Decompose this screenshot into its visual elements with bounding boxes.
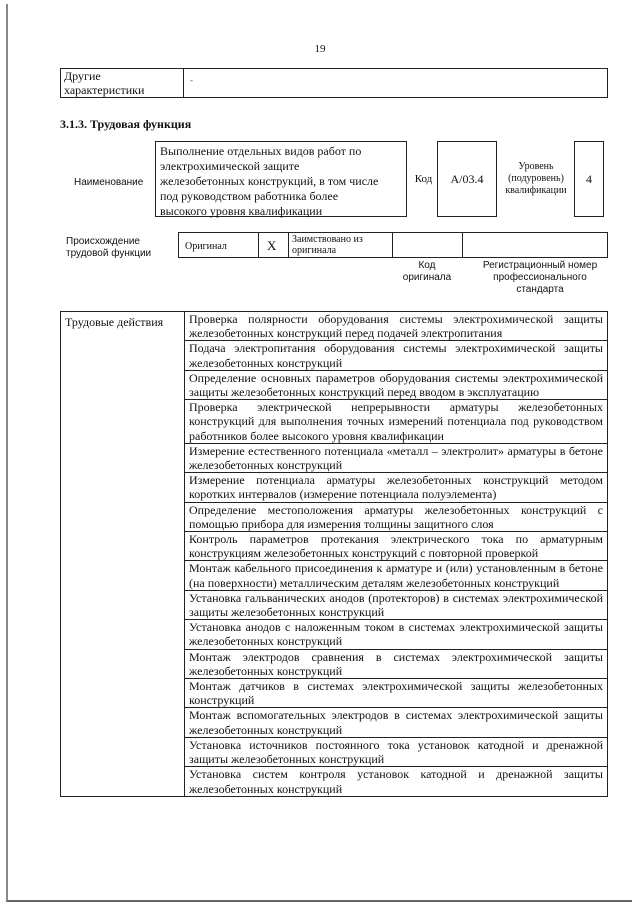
function-name-line: высокого уровня квалификации	[160, 204, 323, 218]
level-label-line: квалификации	[505, 185, 567, 196]
code-original-line: оригинала	[402, 272, 452, 283]
labor-actions-list	[185, 312, 607, 796]
labor-action-row: Установка источников постоянного тока установок катодной и дренажной защиты железобетонных конструкций	[185, 738, 607, 767]
labor-action-row: Проверка электрической непрерывности арматуры железобетонных конструкций для выполнения точных измерений потенциала под руководством работников более высокого уровня квалификации	[185, 400, 607, 444]
function-name-line: железобетонных конструкций, в том числе	[160, 174, 379, 188]
function-name-line: под руководством работника более	[160, 189, 339, 203]
labor-action-row: Определение основных параметров оборудования системы электрохимической защиты железобетонных конструкций перед вводом в эксплуатацию	[185, 371, 607, 400]
labor-action-row: Установка гальванических анодов (протекторов) в системах электрохимической защиты железобетонных конструкций	[185, 591, 607, 620]
labor-actions-table	[60, 311, 608, 797]
origin-borrowed-line: Заимствовано из	[292, 234, 363, 245]
origin-borrowed-cell	[289, 233, 393, 257]
name-label: Наименование	[74, 177, 144, 188]
function-name-line: Выполнение отдельных видов работ по	[160, 144, 362, 158]
code-original-line: Код	[418, 260, 436, 271]
dash-mark: -	[190, 75, 193, 85]
origin-borrowed-line: оригинала	[292, 245, 337, 256]
labor-action-row: Подача электропитания оборудования системы электрохимической защиты железобетонных конструкций	[185, 341, 607, 370]
other-characteristics-label	[61, 69, 184, 97]
page-number: 19	[314, 43, 326, 55]
registration-number-line: стандарта	[516, 284, 564, 295]
origin-label-line: Происхождение	[66, 236, 140, 247]
registration-number-line: профессионального	[493, 272, 587, 283]
labor-action-row: Установка систем контроля установок катодной и дренажной защиты железобетонных конструкций	[189, 767, 603, 796]
origin-registration-cell	[463, 233, 609, 257]
other-characteristics-label-line: характеристики	[64, 83, 145, 97]
section-title: 3.1.3. Трудовая функция	[60, 117, 192, 131]
labor-action-row: Монтаж датчиков в системах электрохимической защиты железобетонных конструкций	[185, 679, 607, 708]
origin-label	[66, 236, 151, 260]
level-label-line: (подуровень)	[508, 173, 564, 184]
code-value: A/03.4	[437, 141, 497, 217]
labor-actions-header: Трудовые действия	[61, 312, 185, 796]
origin-mark: X	[267, 238, 277, 253]
origin-code-cell	[393, 233, 463, 257]
labor-action-row: Контроль параметров протекания электрического тока по арматурным конструкциям железобетонных конструкций с повторной проверкой	[185, 532, 607, 561]
labor-action-row: Монтаж кабельного присоединения к арматуре и (или) установленным в бетоне (на поверхности) металлическим деталям железобетонных конструкций	[185, 561, 607, 590]
origin-original-cell	[179, 233, 259, 257]
origin-mark-cell	[259, 233, 289, 257]
origin-label-line: трудовой функции	[66, 248, 152, 259]
code-original-label	[392, 260, 462, 284]
other-characteristics-label-line: Другие	[64, 69, 101, 83]
registration-number-line: Регистрационный номер	[482, 260, 598, 271]
origin-borrowed-label	[292, 234, 363, 256]
labor-action-row: Измерение потенциала арматуры железобетонных конструкций методом коротких интервалов (измерение потенциала полуэлемента)	[185, 473, 607, 502]
labor-action-row: Измерение естественного потенциала «металл – электролит» арматуры в бетоне железобетонных конструкций	[185, 444, 607, 473]
labor-action-row: Установка анодов с наложенным током в системах электрохимической защиты железобетонных конструкций	[185, 620, 607, 649]
labor-action-row: Проверка полярности оборудования системы электрохимической защиты железобетонных конструкций перед подачей электропитания	[185, 312, 607, 341]
other-characteristics-value	[184, 69, 607, 97]
labor-action-row: Монтаж вспомогательных электродов в системах электрохимической защиты железобетонных конструкций	[185, 708, 607, 737]
labor-action-row: Монтаж электродов сравнения в системах электрохимической защиты железобетонных конструкций	[185, 650, 607, 679]
level-label	[501, 141, 571, 217]
level-value: 4	[574, 141, 604, 217]
origin-table	[178, 232, 608, 258]
function-name-line: электрохимической защите	[160, 159, 300, 173]
other-characteristics-table	[60, 68, 608, 98]
registration-number-label	[472, 260, 608, 296]
level-label-line: Уровень	[518, 161, 554, 172]
labor-action-row: Определение местоположения арматуры железобетонных конструкций с помощью прибора для измерения толщины защитного слоя	[185, 503, 607, 532]
origin-original-label: Оригинал	[185, 241, 227, 252]
code-label: Код	[414, 173, 433, 185]
function-name-box	[155, 141, 407, 217]
